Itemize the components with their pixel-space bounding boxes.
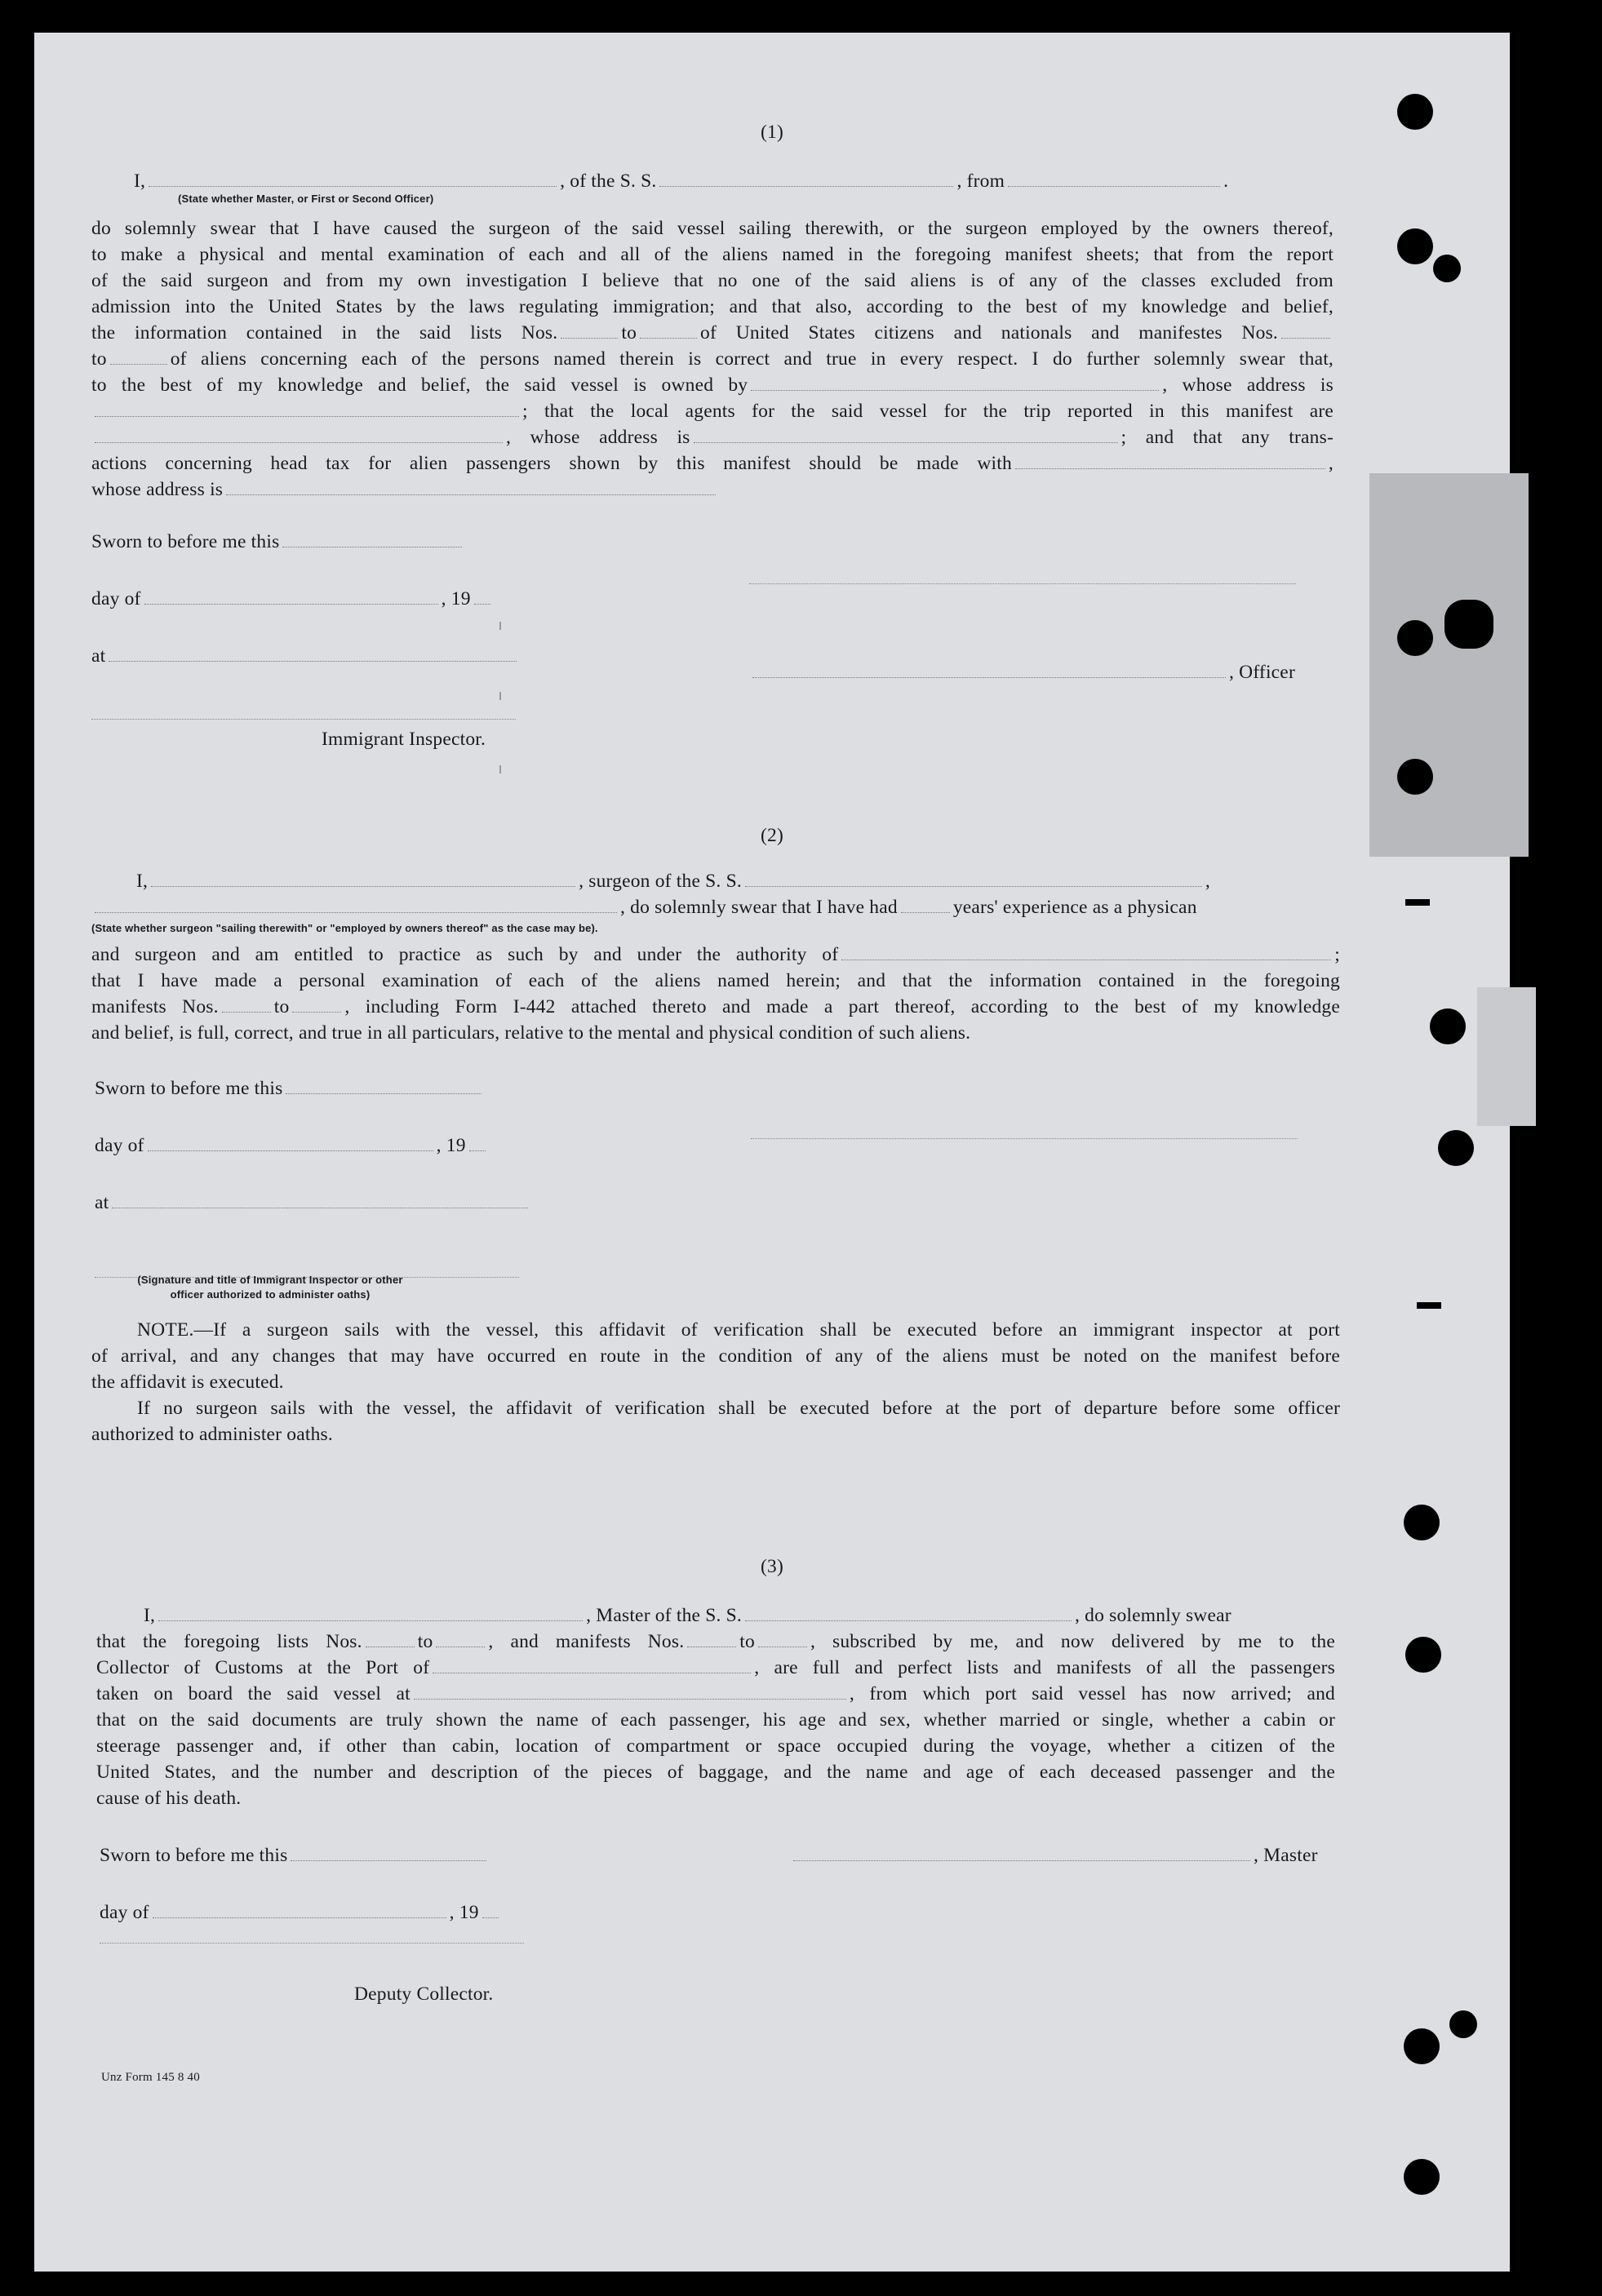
section-1-number: (1) bbox=[760, 122, 783, 143]
section-3-sworn: Sworn to before me this bbox=[100, 1844, 490, 1867]
section-2-paragraph-line-3: manifests Nos. to , including Form I-442 attached thereto and made a part thereof, according to the best of my knowledge bbox=[91, 996, 1340, 1017]
section-1-paragraph-line-9: , whose address is ; and that any trans- bbox=[91, 426, 1334, 449]
section-1-at: at bbox=[91, 645, 520, 667]
binder-hole bbox=[1404, 1505, 1440, 1540]
officer-signature: , Officer bbox=[749, 661, 1295, 684]
dash-mark bbox=[1405, 899, 1430, 906]
binder-hole bbox=[1404, 2028, 1440, 2064]
section-3-paragraph-line-7: cause of his death. bbox=[96, 1788, 242, 1809]
inspector-signature-note: (Signature and title of Immigrant Inspector or other officer authorized to administer oaths) bbox=[137, 1274, 403, 1301]
section-1-sworn: Sworn to before me this bbox=[91, 530, 465, 553]
note-line-2: of arrival, and any changes that may have occurred en route in the condition of any of the aliens must be noted on the manifest before bbox=[91, 1345, 1340, 1367]
section-1-paragraph-line-7: to the best of my knowledge and belief, the said vessel is owned by , whose address is bbox=[91, 375, 1334, 396]
officer-rank-note: (State whether Master, or First or Second Officer) bbox=[178, 193, 434, 205]
section-3-paragraph-line-5: steerage passenger and, if other than cabin, location of compartment or space occupied during the voyage, whether a citizen of the bbox=[96, 1735, 1335, 1757]
signature-line-collector[interactable] bbox=[100, 1942, 524, 1944]
section-3-paragraph-line-2: Collector of Customs at the Port of , are full and perfect lists and manifests of all the passengers bbox=[96, 1657, 1335, 1678]
section-2-day-of: day of , 19 bbox=[95, 1134, 489, 1157]
binder-hole bbox=[1397, 94, 1433, 130]
binder-hole bbox=[1438, 1130, 1474, 1166]
section-3-number: (3) bbox=[760, 1556, 783, 1577]
ink-blot bbox=[1444, 600, 1493, 649]
section-1-paragraph-line-5: the information contained in the said lists Nos. to of United States citizens and nationals and manifestes Nos. bbox=[91, 321, 1334, 344]
binder-hole bbox=[1405, 1637, 1441, 1673]
section-1-paragraph-line-11: whose address is bbox=[91, 478, 719, 501]
section-3-paragraph-line-3: taken on board the said vessel at , from which port said vessel has now arrived; and bbox=[96, 1683, 1335, 1704]
deputy-collector-label: Deputy Collector. bbox=[354, 1984, 494, 2005]
binder-hole bbox=[1430, 1008, 1466, 1044]
section-3-paragraph-line-6: United States, and the number and description of the pieces of baggage, and the name and age of each deceased passenger and the bbox=[96, 1762, 1335, 1783]
binder-hole bbox=[1397, 228, 1433, 264]
section-1-paragraph-line-2: to make a physical and mental examination of each and all of the aliens named in the foregoing manifest sheets; that from the report bbox=[91, 244, 1334, 265]
section-2-sworn: Sworn to before me this bbox=[95, 1077, 485, 1100]
note-line-4: If no surgeon sails with the vessel, the affidavit of verification shall be executed before at the port of departure before some officer bbox=[137, 1398, 1340, 1419]
form-identifier: Unz Form 145 8 40 bbox=[101, 2071, 200, 2084]
section-1-day-of: day of , 19 bbox=[91, 587, 494, 610]
margin-tick bbox=[499, 692, 501, 700]
binder-hole bbox=[1404, 2159, 1440, 2195]
document-page bbox=[34, 33, 1510, 2272]
section-2-surgeon-line: I, , surgeon of the S. S. , bbox=[136, 871, 1210, 892]
margin-tick bbox=[499, 622, 501, 630]
binder-hole bbox=[1433, 255, 1461, 282]
section-2-paragraph-line-1: and surgeon and am entitled to practice as such by and under the authority of ; bbox=[91, 944, 1340, 965]
paper-stain bbox=[1369, 473, 1529, 857]
paper-stain bbox=[1477, 987, 1536, 1126]
section-1-paragraph-line-10: actions concerning head tax for alien passengers shown by this manifest should be made with , bbox=[91, 453, 1334, 474]
dash-mark bbox=[1417, 1302, 1441, 1309]
section-2-paragraph-line-4: and belief, is full, correct, and true in all particulars, relative to the mental and physical condition of such aliens. bbox=[91, 1022, 971, 1044]
immigrant-inspector-label: Immigrant Inspector. bbox=[322, 729, 486, 750]
section-1-paragraph-line-3: of the said surgeon and from my own investigation I believe that no one of the said aliens is of any of the classes excluded from bbox=[91, 270, 1334, 291]
section-1-master-line: I, , of the S. S. , from . bbox=[134, 171, 1229, 192]
surgeon-status-note: (State whether surgeon "sailing therewith" or "employed by owners thereof" as the case may be). bbox=[91, 922, 598, 934]
note-line-5: authorized to administer oaths. bbox=[91, 1424, 333, 1445]
section-3-day-of: day of , 19 bbox=[100, 1901, 502, 1924]
binder-hole bbox=[1397, 759, 1433, 795]
section-3-paragraph-line-4: that on the said documents are truly shown the name of each passenger, his age and sex, whether married or single, whether a cabin or bbox=[96, 1709, 1335, 1731]
section-2-paragraph-line-2: that I have made a personal examination of each of the aliens named herein; and that the information contained in the foregoing bbox=[91, 970, 1340, 991]
margin-tick bbox=[499, 765, 501, 773]
section-2-number: (2) bbox=[760, 825, 783, 846]
section-2-experience-line: , do solemnly swear that I have had years' experience as a physican bbox=[91, 896, 1197, 919]
section-1-paragraph-line-8: ; that the local agents for the said vessel for the trip reported in this manifest are bbox=[91, 400, 1334, 423]
signature-line-inspector[interactable] bbox=[91, 718, 516, 720]
section-1-paragraph-line-6: to of aliens concerning each of the persons named therein is correct and true in every respect. I do further solemnly swear that, bbox=[91, 348, 1334, 370]
signature-line-master[interactable] bbox=[749, 583, 1296, 584]
section-1-paragraph-line-4: admission into the United States by the laws regulating immigration; and that also, according to the best of my knowledge and belief, bbox=[91, 296, 1334, 317]
section-2-at: at bbox=[95, 1191, 531, 1214]
section-3-master-line: I, , Master of the S. S. , do solemnly swear bbox=[144, 1605, 1231, 1626]
note-line-3: the affidavit is executed. bbox=[91, 1372, 284, 1393]
binder-hole bbox=[1397, 620, 1433, 656]
signature-line-surgeon[interactable] bbox=[751, 1137, 1298, 1139]
section-1-paragraph-line-1: do solemnly swear that I have caused the surgeon of the said vessel sailing therewith, or the surgeon employed by the owners thereof, bbox=[91, 218, 1334, 239]
binder-hole bbox=[1449, 2010, 1477, 2038]
master-signature: , Master bbox=[790, 1844, 1318, 1867]
section-3-paragraph-line-1: that the foregoing lists Nos. to , and manifests Nos. to , subscribed by me, and now delivered by me to the bbox=[96, 1631, 1335, 1652]
note-line-1: NOTE.—If a surgeon sails with the vessel, this affidavit of verification shall be executed before an immigrant inspector at port bbox=[137, 1319, 1340, 1341]
